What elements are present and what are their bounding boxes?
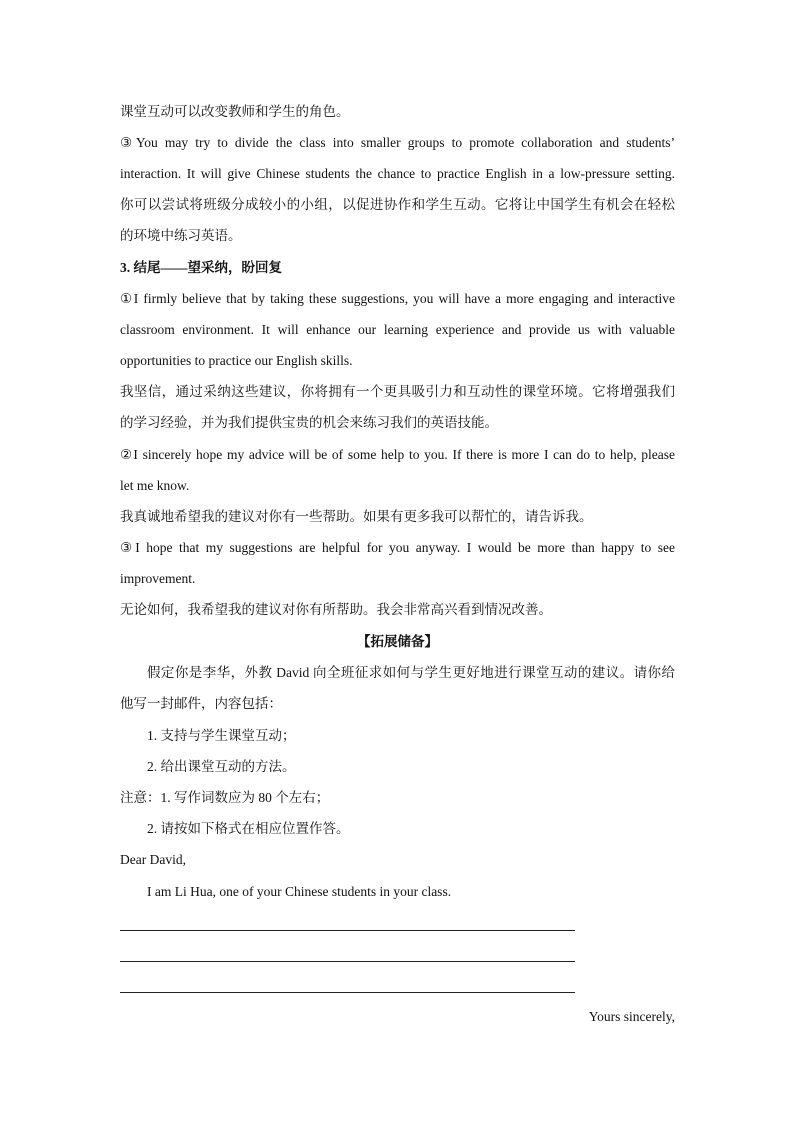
letter-salutation: Dear David, (120, 852, 186, 867)
section-3-heading: 3. 结尾——望采纳，盼回复 (120, 260, 282, 275)
suggestion-3-english-line-2: interaction. It will give Chinese students the chance to practice English in a low-pressure setting. (120, 166, 675, 181)
ending-3-english-line-2: improvement. (120, 571, 196, 586)
task-description-line-2: 他写一封邮件，内容包括： (120, 696, 282, 711)
ending-2-chinese: 我真诚地希望我的建议对你有一些帮助。如果有更多我可以帮忙的，请告诉我。 (120, 509, 593, 524)
answer-line-1[interactable] (120, 930, 575, 931)
answer-line-3[interactable] (120, 992, 575, 993)
note-1: 注意：1. 写作词数应为 80 个左右； (120, 790, 330, 805)
suggestion-3-english-line-1: ③You may try to divide the class into smaller groups to promote collaboration and students’ (120, 135, 675, 150)
ending-2-english-line-1: ②I sincerely hope my advice will be of some help to you. If there is more I can do to help, please (120, 447, 675, 462)
requirement-2: 2. 给出课堂互动的方法。 (147, 759, 296, 774)
suggestion-3-chinese-line-2: 的环境中练习英语。 (120, 228, 242, 243)
answer-line-2[interactable] (120, 961, 575, 962)
part2-tail: 课堂互动可以改变教师和学生的角色。 (120, 104, 350, 119)
ending-3-english-line-1: ③I hope that my suggestions are helpful for you anyway. I would be more than happy to see (120, 540, 675, 555)
suggestion-3-chinese-line-1: 你可以尝试将班级分成较小的小组，以促进协作和学生互动。它将让中国学生有机会在轻松 (120, 197, 675, 212)
extension-title: 【拓展储备】 (357, 634, 438, 649)
letter-closing: Yours sincerely, (588, 1009, 675, 1024)
ending-3-chinese: 无论如何，我希望我的建议对你有所帮助。我会非常高兴看到情况改善。 (120, 602, 552, 617)
ending-2-english-line-2: let me know. (120, 478, 190, 493)
note-2: 2. 请按如下格式在相应位置作答。 (147, 821, 350, 836)
letter-opening: I am Li Hua, one of your Chinese students in your class. (147, 884, 452, 899)
requirement-1: 1. 支持与学生课堂互动； (147, 728, 296, 743)
ending-1-chinese-line-1: 我坚信，通过采纳这些建议，你将拥有一个更具吸引力和互动性的课堂环境。它将增强我们 (120, 384, 675, 399)
task-description-line-1: 假定你是李华，外教 David 向全班征求如何与学生更好地进行课堂互动的建议。请你给 (147, 665, 675, 680)
ending-1-chinese-line-2: 的学习经验，并为我们提供宝贵的机会来练习我们的英语技能。 (120, 415, 498, 430)
ending-1-english-line-1: ①I firmly believe that by taking these suggestions, you will have a more engaging and interactive (120, 291, 675, 306)
ending-1-english-line-2: classroom environment. It will enhance our learning experience and provide us with valuable (120, 322, 675, 337)
ending-1-english-line-3: opportunities to practice our English skills. (120, 353, 353, 368)
